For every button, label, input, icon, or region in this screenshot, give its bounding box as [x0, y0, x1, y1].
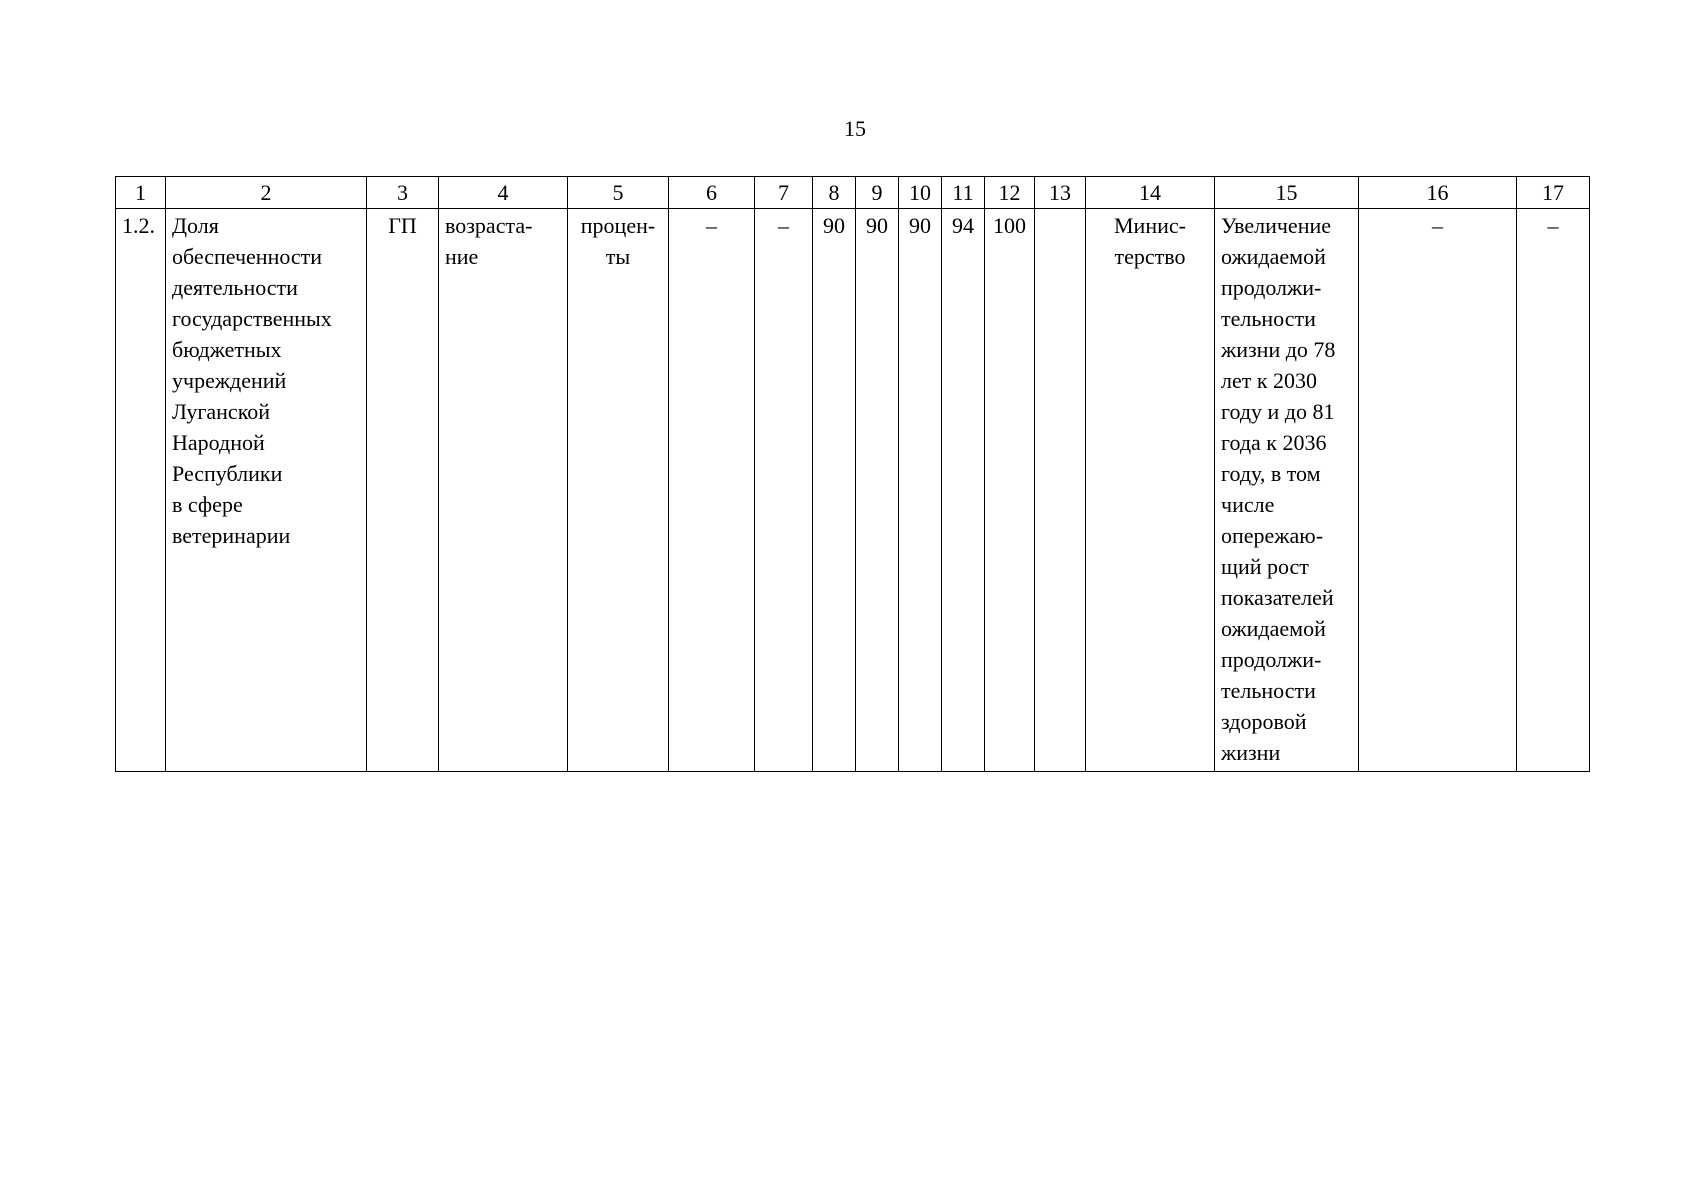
value-cell: 90 [856, 209, 899, 772]
value-cell: 100 [985, 209, 1035, 772]
value-cell: 94 [942, 209, 985, 772]
column-header: 1 [116, 177, 166, 209]
page-number: 15 [844, 116, 866, 141]
goal-link-cell: Увеличение ожидаемой продолжи- тельности жизни до 78 лет к 2030 году и до 81 года к 2036 году, в том числе опережаю- щий рост показателей ожидаемой продолжи- тельности здоровой жизни [1215, 209, 1359, 772]
column-header: 3 [367, 177, 439, 209]
table-row [116, 209, 1590, 772]
column-header: 15 [1215, 177, 1359, 209]
unit-cell: процен- ты [568, 209, 669, 772]
column-header: 17 [1517, 177, 1590, 209]
column-header: 14 [1086, 177, 1215, 209]
responsible-cell: Минис- терство [1086, 209, 1215, 772]
column-header: 2 [166, 177, 367, 209]
level-cell: ГП [367, 209, 439, 772]
column-header: 5 [568, 177, 669, 209]
table-cell [1035, 209, 1086, 772]
table-cell: – [1517, 209, 1590, 772]
trend-cell: возраста- ние [439, 209, 568, 772]
column-header: 9 [856, 177, 899, 209]
column-header: 8 [813, 177, 856, 209]
column-header: 13 [1035, 177, 1086, 209]
table-cell: – [669, 209, 755, 772]
table-cell: – [755, 209, 813, 772]
column-header: 16 [1359, 177, 1517, 209]
column-header: 6 [669, 177, 755, 209]
column-header: 7 [755, 177, 813, 209]
value-cell: 90 [899, 209, 942, 772]
column-header: 11 [942, 177, 985, 209]
table-header-row [116, 177, 1590, 209]
value-cell: 90 [813, 209, 856, 772]
row-number-cell: 1.2. [116, 209, 166, 772]
column-header: 10 [899, 177, 942, 209]
column-header: 12 [985, 177, 1035, 209]
indicator-table [115, 176, 1590, 772]
indicator-name-cell: Доля обеспеченности деятельности государственных бюджетных учреждений Луганской Народной Республики в сфере ветеринарии [166, 209, 367, 772]
column-header: 4 [439, 177, 568, 209]
table-cell: – [1359, 209, 1517, 772]
